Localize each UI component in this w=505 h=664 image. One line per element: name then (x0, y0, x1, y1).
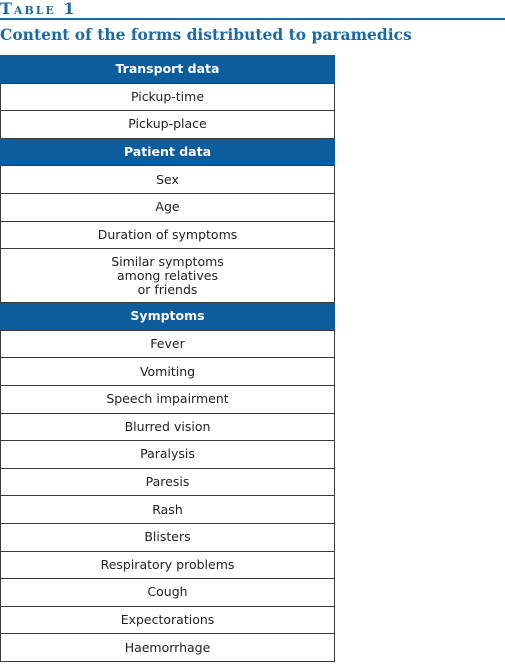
table-row: Cough (0, 578, 335, 606)
table-row: Blisters (0, 523, 335, 551)
table-row: Rash (0, 495, 335, 523)
table-row: Pickup-place (0, 110, 335, 138)
table-row: Blurred vision (0, 413, 335, 441)
table-row: Similar symptoms among relatives or friends (0, 248, 335, 302)
table-row: Haemorrhage (0, 633, 335, 661)
section-header: Patient data (0, 138, 335, 166)
table-row: Paresis (0, 468, 335, 496)
table-row: Expectorations (0, 606, 335, 634)
table-row: Vomiting (0, 357, 335, 385)
title-rule (0, 18, 505, 20)
table-row: Respiratory problems (0, 551, 335, 579)
table-row: Age (0, 193, 335, 221)
table-row: Paralysis (0, 440, 335, 468)
table-row: Fever (0, 330, 335, 358)
section-header: Symptoms (0, 302, 335, 330)
forms-table (0, 55, 335, 662)
table-row: Pickup-time (0, 83, 335, 111)
table-row: Sex (0, 165, 335, 193)
section-header: Transport data (0, 55, 335, 83)
table-row: Duration of symptoms (0, 221, 335, 249)
table-row: Speech impairment (0, 385, 335, 413)
table-label: Table 1 (0, 0, 77, 18)
table-caption: Content of the forms distributed to paramedics (0, 25, 412, 44)
